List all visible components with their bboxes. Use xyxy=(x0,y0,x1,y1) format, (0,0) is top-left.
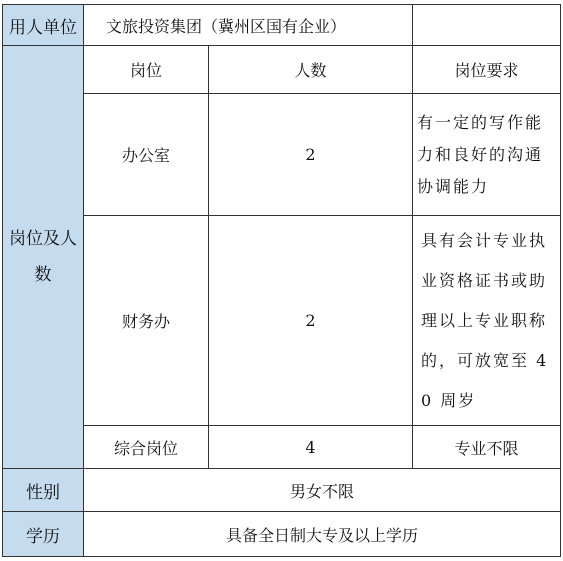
gender-label: 性别 xyxy=(2,469,84,512)
position-count: 2 xyxy=(209,216,413,426)
position-name: 办公室 xyxy=(84,94,209,216)
count-header: 人数 xyxy=(209,46,413,94)
positions-label: 岗位及人数 xyxy=(2,46,84,469)
position-name: 财务办 xyxy=(84,216,209,426)
position-count: 4 xyxy=(209,426,413,469)
education-label: 学历 xyxy=(2,512,84,557)
position-header: 岗位 xyxy=(84,46,209,94)
position-requirement: 具有会计专业执业资格证书或助理以上专业职称的，可放宽至 40 周岁 xyxy=(421,230,549,410)
position-name: 综合岗位 xyxy=(84,426,209,469)
position-requirement: 有一定的写作能力和良好的沟通协调能力 xyxy=(417,112,544,196)
requirement-header: 岗位要求 xyxy=(413,46,561,94)
employer-value: 文旅投资集团（冀州区国有企业） xyxy=(84,4,413,46)
employer-label: 用人单位 xyxy=(2,4,84,46)
education-value: 具备全日制大专及以上学历 xyxy=(84,512,561,557)
position-count: 2 xyxy=(209,94,413,216)
employer-empty-cell xyxy=(413,4,561,46)
gender-value: 男女不限 xyxy=(84,469,561,512)
position-requirement: 专业不限 xyxy=(413,426,561,469)
